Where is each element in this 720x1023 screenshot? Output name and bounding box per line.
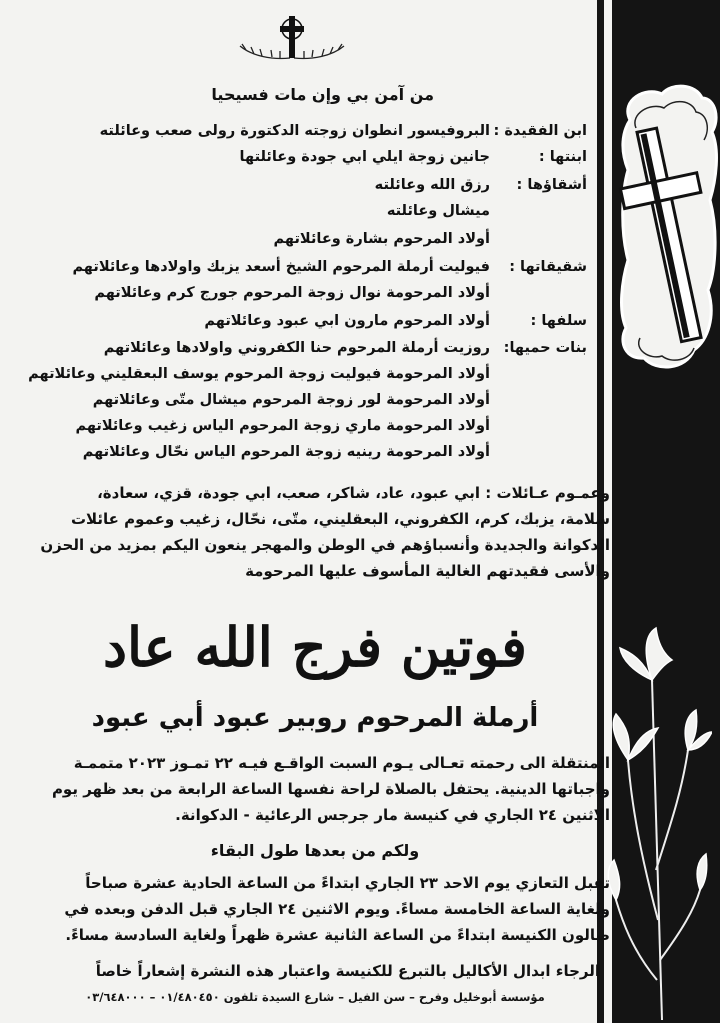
- rel-text-11: أولاد المرحومة ماري زوجة المرحوم الياس زغيب وعائلاتهم: [75, 418, 490, 434]
- families-line-0: وعمـوم عـائلات : ابي عبود، عاد، شاكر، صعب، ابي جودة، قزي، سعادة،: [97, 484, 610, 502]
- rel-text-2: رزق الله وعائلته: [374, 177, 490, 193]
- rel-text-9: أولاد المرحومة فيوليت زوجة المرحوم يوسف البعقليني وعائلاتهم: [28, 366, 490, 382]
- rel-text-7: أولاد المرحوم مارون ابي عبود وعائلاتهم: [204, 313, 490, 329]
- widow-of: أرملة المرحوم روبير عبود أبي عبود: [91, 703, 539, 733]
- bible-verse: من آمن بي وإن مات فسيحيا: [211, 85, 434, 104]
- rel-label-5: شقيقاتها :: [509, 259, 587, 275]
- funeral-line-2: الاثنين ٢٤ الجاري في كنيسة مار جرجس الرعائية - الدكوانة.: [175, 806, 610, 824]
- rel-text-0: البروفيسور انطوان زوجته الدكتورة رولى صعب وعائلته: [99, 123, 490, 139]
- cross-in-cloud-icon: [616, 80, 720, 380]
- condolences-line-2: صالون الكنيسة ابتداءً من الساعة الثانية عشرة ظهراً ولغاية السادسة مساءً.: [65, 926, 610, 944]
- condolences-line-1: ولغاية الساعة الخامسة مساءً. ويوم الاثنين ٢٤ الجاري قبل الدفن وبعده في: [64, 900, 610, 918]
- rel-text-4: أولاد المرحوم بشارة وعائلاتهم: [273, 231, 490, 247]
- rel-text-3: ميشال وعائلته: [386, 203, 490, 219]
- rel-label-1: ابنتها :: [538, 149, 587, 165]
- condolences-line-0: تقبل التعازي يوم الاحد ٢٣ الجاري ابتداءً من الساعة الحادية عشرة صباحاً: [85, 874, 610, 892]
- rel-text-8: روزيت أرملة المرحوم حنا الكفروني واولادها وعائلاتهم: [103, 340, 490, 356]
- blessing: ولكم من بعدها طول البقاء: [210, 841, 420, 860]
- rel-label-2: أشقاؤها :: [516, 177, 587, 193]
- rel-text-6: أولاد المرحومة نوال زوجة المرحوم جورج كرم وعائلاتهم: [94, 285, 490, 301]
- deceased-name: فوتين فرج الله عاد: [102, 615, 527, 679]
- rel-text-12: أولاد المرحومة رينيه زوجة المرحوم الياس نحّال وعائلاتهم: [82, 444, 490, 460]
- families-line-2: الدكوانة والجديدة وأنسباؤهم في الوطن والمهجر ينعون اليكم بمزيد من الحزن: [40, 536, 610, 554]
- funeral-line-0: المنتقلة الى رحمته تعـالى يـوم السبت الواقـع فيـه ٢٢ تمـوز ٢٠٢٣ متممـة: [73, 754, 610, 772]
- families-line-1: سلامة، يزبك، كرم، الكفروني، البعقليني، متّى، نحّال، زغيب وعموم عائلات: [70, 510, 610, 528]
- rel-text-1: جانين زوجة ايلي ابي جودة وعائلتها: [239, 149, 490, 165]
- funeral-line-1: واجباتها الدينية. يحتفل بالصلاة لراحة نفسها الساعة الرابعة من بعد ظهر يوم: [51, 780, 610, 798]
- rel-label-7: سلفها :: [530, 313, 587, 329]
- cross-ornament-icon: [232, 10, 352, 66]
- rel-text-10: أولاد المرحومة لور زوجة المرحوم ميشال متّى وعائلاتهم: [92, 392, 490, 408]
- rel-label-8: بنات حميها:: [503, 340, 587, 356]
- families-line-3: والأسى فقيدتهم الغالية المأسوف عليها المرحومة: [245, 562, 610, 580]
- footer-contact: مؤسسة أبوخليل وفرح – سن الفيل – شارع السيدة تلفون ٠١/٤٨٠٤٥٠ – ٠٣/٦٤٨٠٠٠: [85, 990, 545, 1004]
- lily-flower-icon: [602, 620, 712, 1020]
- request-note: الرجاء ابدال الأكاليل بالتبرع للكنيسة واعتبار هذه النشرة إشعاراً خاصاً: [95, 962, 600, 980]
- rel-label-0: ابن الفقيدة :: [493, 123, 587, 139]
- rel-text-5: فيوليت أرملة المرحوم الشيخ أسعد يزبك واولادها وعائلاتهم: [72, 259, 490, 275]
